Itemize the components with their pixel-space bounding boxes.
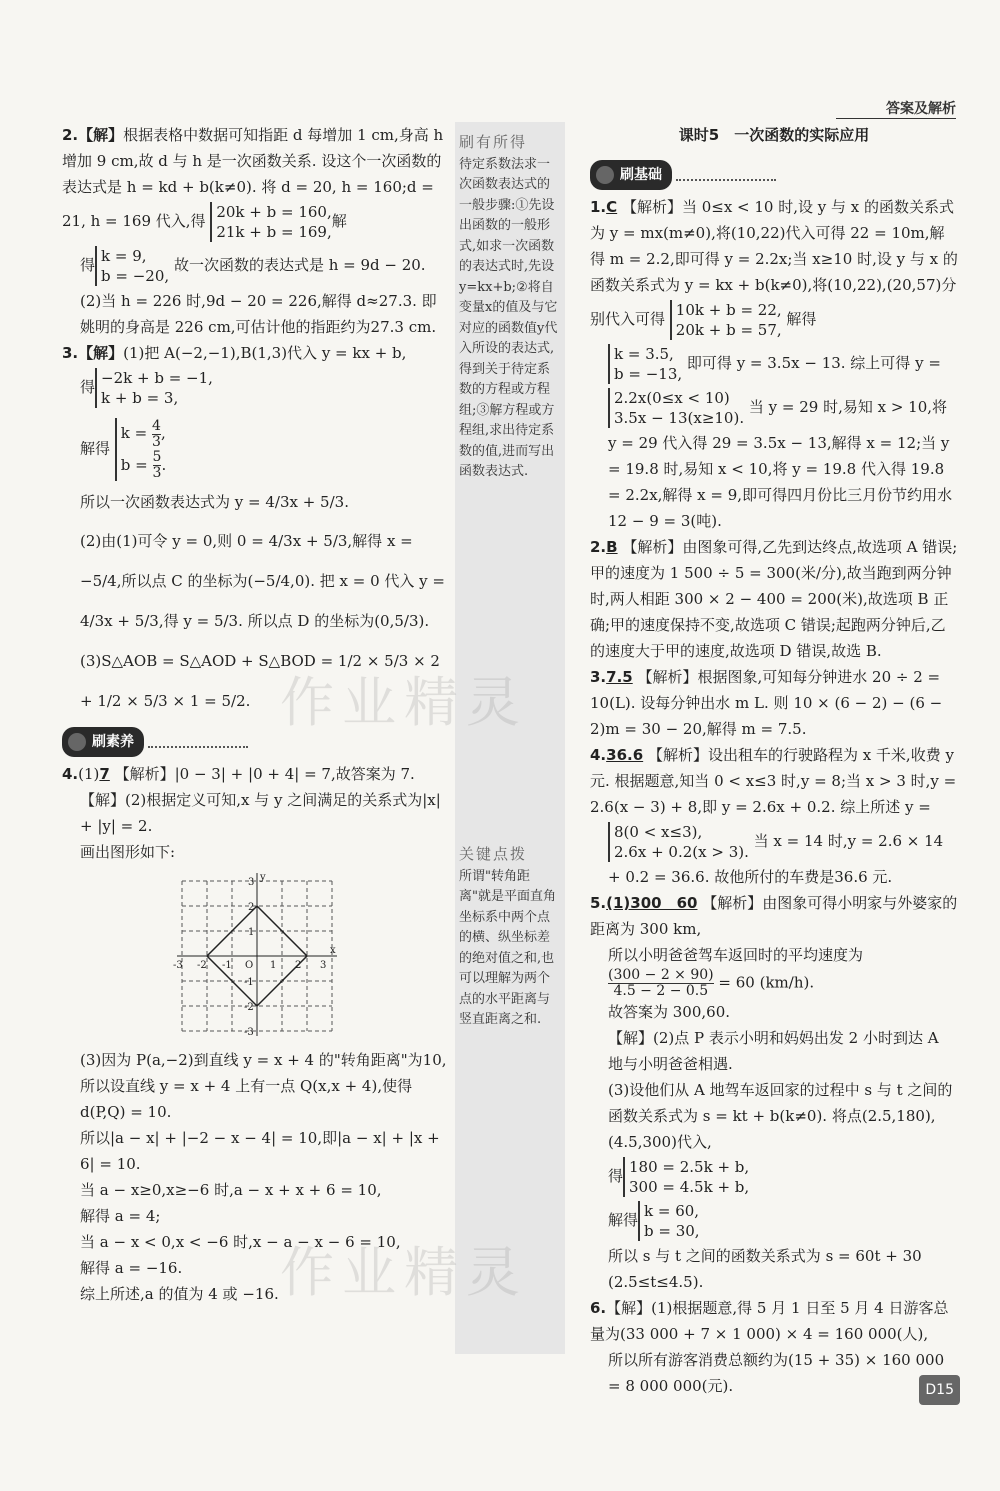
header-rule xyxy=(836,118,956,119)
fraction: $\frac{4}{3}$ xyxy=(152,417,161,450)
solution-text: 根据表格中数据可知指距 d 每增加 1 cm,身高 h 增加 9 cm,故 d 与 h 是一次函数关系. 设这个一次函数的表达式是 h = kd + b(k≠0). 将 d = 20, h = 160;d = 21, h = 169 代入,得 xyxy=(62,126,444,230)
solution-text: 画出图形如下: xyxy=(80,843,176,861)
question-number: 3. xyxy=(62,344,79,362)
book-icon xyxy=(68,733,86,751)
svg-text:-1: -1 xyxy=(222,960,232,971)
solution-text: 【解析】设出租车的行驶路程为 x 千米,收费 y 元. 根据题意,知当 0 < x≤3 时,y = 8;当 x > 3 时,y = 2.6(x − 3) + 8,即 y = 2.6x + 0.2. 综上所述 y = xyxy=(590,746,957,816)
solution-text: 解得 a = 4; xyxy=(80,1207,161,1225)
solution-text: 当 a − x≥0,x≥−6 时,a − x + x + 6 = 10, xyxy=(80,1181,382,1199)
diamond-graph xyxy=(172,871,342,1041)
solution-text: 解得 xyxy=(80,439,111,458)
page-number: D15 xyxy=(919,1375,960,1405)
equation-system: k = 3.5, b = −13, xyxy=(608,344,682,384)
solution-text: 所以设直线 y = x + 4 上有一点 Q(x,x + 4),使得 d(P,Q) = 10. xyxy=(80,1077,413,1121)
question-number: 2. xyxy=(590,538,607,556)
page-header: 答案及解析 xyxy=(886,101,956,117)
answer: B xyxy=(606,538,618,556)
equation-system: 8(0 < x≤3), 2.6x + 0.2(x > 3). xyxy=(608,822,749,862)
svg-text:2: 2 xyxy=(295,960,302,971)
svg-text:-1: -1 xyxy=(244,977,254,988)
answer: 7.5 xyxy=(606,668,633,686)
solution-text: 得 xyxy=(608,1167,624,1185)
solution-text: 解 xyxy=(331,212,347,230)
solution-text: 故一次函数的表达式是 h = 9d − 20. xyxy=(173,256,426,274)
solution-tag: 【解】 xyxy=(78,126,124,144)
svg-text:-3: -3 xyxy=(173,960,183,971)
solution-text: 解得 a = −16. xyxy=(80,1259,183,1277)
equation-system: −2k + b = −1, k + b = 3, xyxy=(95,368,213,408)
answer: (1)300 60 xyxy=(606,894,698,912)
section-badge-basics: 刷基础 xyxy=(590,160,672,190)
question-2-right xyxy=(590,534,958,664)
dotted-rule xyxy=(148,746,248,748)
question-3-right xyxy=(590,664,958,742)
section-badge-literacy: 刷素养 xyxy=(62,727,144,757)
solution-text: 所以小明爸爸驾车返回时的平均速度为 xyxy=(608,946,864,964)
solution-text: 当 a − x < 0,x < −6 时,x − a − x − 6 = 10, xyxy=(80,1233,401,1251)
equation-system: 10k + b = 22, 20k + b = 57, xyxy=(670,300,782,340)
solution-text: 故答案为 300,60. xyxy=(608,1003,731,1021)
solution-text: 【解】(2)点 P 表示小明和妈妈出发 2 小时到达 A 地与小明爸爸相遇. xyxy=(608,1029,939,1073)
svg-text:-3: -3 xyxy=(244,1027,254,1038)
question-1 xyxy=(590,194,958,534)
solution-text: 解得 xyxy=(786,310,817,328)
equation-system: 20k + b = 160, 21k + b = 169, xyxy=(210,202,331,242)
question-6-right xyxy=(590,1295,958,1399)
question-5-right xyxy=(590,890,958,1295)
side-note-method xyxy=(455,126,565,489)
right-column xyxy=(590,122,958,1399)
question-number: 4. xyxy=(590,746,607,764)
svg-text:y: y xyxy=(260,872,266,883)
question-number: 1. xyxy=(590,198,607,216)
solution-text: 所以|a − x| + |−2 − x − 4| = 10,即|a − x| + |x + 6| = 10. xyxy=(80,1129,440,1173)
fraction: $\frac{(300 - 2 \times 90)}{4.5 - 2 - 0.5}$ xyxy=(608,967,714,999)
side-note-text: 待定系数法求一次函数表达式的一般步骤:①先设出函数的一般形式,如求一次函数的表达式时,先设y=kx+b;②将自变量x的值及与它对应的函数值y代入所设的表达式,得到关于待定系数的方程或方程组;③解方程或方程组,求出待定系数的值,进而写出函数表达式. xyxy=(459,156,558,479)
solution-text: 解得 xyxy=(608,1211,639,1229)
svg-text:-2: -2 xyxy=(244,1002,254,1013)
lesson-title: 课时5 一次函数的实际应用 xyxy=(678,126,870,144)
equation-system: 180 = 2.5k + b, 300 = 4.5k + b, xyxy=(623,1157,749,1197)
solution-text: 当 y = 29 时,易知 x > 10,将 y = 29 代入得 29 = 3.5x − 13,解得 x = 12;当 y = 19.8 时,易知 x < 10,将 y = 19.8 代入得 19.8 = 2.2x,解得 x = 9,即可得四月份比三月份节约用水 12 − 9 = 3(吨). xyxy=(608,398,953,530)
svg-text:-2: -2 xyxy=(197,960,207,971)
solution-text: 【解析】由图象可得,乙先到达终点,故选项 A 错误;甲的速度为 1 500 ÷ 5 = 300(米/分),故当跑到两分钟时,两人相距 300 × 2 − 400 = 200(米),故选项 B 正确;甲的速度保持不变,故选项 C 错误;起跑两分钟后,乙的速度大于甲的速度,故选项 D 错误,故选 B. xyxy=(590,538,958,660)
solution-text: 所以 s 与 t 之间的函数关系式为 s = 60t + 30 (2.5≤t≤4.5). xyxy=(608,1247,922,1291)
solution-text: 【解析】|0 − 3| + |0 + 4| = 7,故答案为 7. xyxy=(114,765,415,783)
watermark: 作业精灵 xyxy=(280,1241,528,1304)
solution-text: 【解】(2)根据定义可知,x 与 y 之间满足的关系式为|x| + |y| = 2. xyxy=(80,791,441,835)
solution-text: (3)设他们从 A 地驾车返回家的过程中 s 与 t 之间的函数关系式为 s = kt + b(k≠0). 将点(2.5,180),(4.5,300)代入, xyxy=(608,1081,953,1151)
solution-text: (1)把 A(−2,−1),B(1,3)代入 y = kx + b, xyxy=(123,344,407,362)
svg-text:1: 1 xyxy=(248,927,255,938)
solution-text: 【解析】由图象可得小明家与外婆家的距离为 300 km, xyxy=(590,894,958,938)
solution-text: (2)当 h = 226 时,9d − 20 = 226,解得 d≈27.3. 即姚明的身高是 226 cm,可估计他的指距约为27.3 cm. xyxy=(80,292,437,336)
solution-text: 综上所述,a 的值为 4 或 −16. xyxy=(80,1285,279,1303)
side-notes xyxy=(455,126,565,1027)
solution-text: 【解析】根据图象,可知每分钟进水 20 ÷ 2 = 10(L). 设每分钟出水 m L. 则 10 × (6 − 2) − (6 − 2)m = 30 − 20,解得 m = 7.5. xyxy=(590,668,943,738)
watermark: 作业精灵 xyxy=(280,671,528,734)
solution-text: 所以一次函数表达式为 y = 4/3x + 5/3. xyxy=(80,493,349,511)
solution-text: = 60 (km/h). xyxy=(718,973,815,992)
solution-text: 所以所有游客消费总额约为(15 + 35) × 160 000 = 8 000 000(元). xyxy=(608,1351,945,1395)
svg-text:x: x xyxy=(330,945,336,956)
solution-text: (3)因为 P(a,−2)到直线 y = x + 4 的"转角距离"为10, xyxy=(80,1051,447,1069)
question-number: 5. xyxy=(590,894,607,912)
book-icon xyxy=(596,166,614,184)
answer: C xyxy=(606,198,618,216)
side-note-keypoint xyxy=(455,838,565,1037)
solution-text: 【解】(1)根据题意,得 5 月 1 日至 5 月 4 日游客总量为(33 000 + 7 × 1 000) × 4 = 160 000(人), xyxy=(590,1299,949,1343)
answer: 36.6 xyxy=(606,746,644,764)
solution-text: 得 xyxy=(80,378,96,396)
solution-text: 得 xyxy=(80,256,96,274)
answer: 7 xyxy=(99,765,110,783)
question-3 xyxy=(62,340,450,721)
solution-text: 【解析】当 0≤x < 10 时,设 y 与 x 的函数关系式为 y = mx(m≠0),将(10,22)代入可得 22 = 10m,解得 m = 2.2,即可得 y = 2.2x;当 x≥10 时,设 y 与 x 的函数关系式为 y = kx + b(k≠0),将(10,22),(20,57)分别代入可得 xyxy=(590,198,958,328)
svg-text:3: 3 xyxy=(248,877,255,888)
equation-system: k = 60, b = 30, xyxy=(638,1201,700,1241)
svg-text:O: O xyxy=(245,960,254,971)
side-note-title: 关键点拨 xyxy=(459,845,528,863)
fraction: $\frac{5}{3}$ xyxy=(152,449,162,481)
solution-text: 当 x = 14 时,y = 2.6 × 14 + 0.2 = 36.6. 故他所付的车费是36.6 元. xyxy=(608,832,944,886)
solution-text: 即可得 y = 3.5x − 13. 综上可得 y = xyxy=(686,354,941,372)
side-note-title: 刷有所得 xyxy=(459,133,528,151)
side-note-text: 所谓"转角距离"就是平面直角坐标系中两个点的横、纵坐标差的绝对值之和,也可以理解为两个点的水平距离与竖直距离之和. xyxy=(459,868,556,1027)
equation-system: 2.2x(0≤x < 10) 3.5x − 13(x≥10). xyxy=(608,388,744,428)
solution-text: (1) xyxy=(78,765,100,783)
equation-system: k = 9, b = −20, xyxy=(95,246,169,286)
dotted-rule xyxy=(676,179,776,181)
svg-text:1: 1 xyxy=(270,960,277,971)
question-4-right xyxy=(590,742,958,890)
solution-tag: 【解】 xyxy=(78,344,124,362)
svg-text:2: 2 xyxy=(248,902,255,913)
solution-text: (2)由(1)可令 y = 0,则 0 = 4/3x + 5/3,解得 x = −5/4,所以点 C 的坐标为(−5/4,0). 把 x = 0 代入 y = 4/3x + 5/3,得 y = 5/3. 所以点 D 的坐标为(0,5/3). xyxy=(80,532,445,630)
question-number: 2. xyxy=(62,126,79,144)
solution-text: (3)S△AOB = S△AOD + S△BOD = 1/2 × 5/3 × 2 + 1/2 × 5/3 × 1 = 5/2. xyxy=(80,652,440,710)
question-number: 6. xyxy=(590,1299,607,1317)
question-4 xyxy=(62,761,450,1307)
coordinate-grid-svg xyxy=(172,871,342,1041)
question-number: 4. xyxy=(62,765,79,783)
equation-system: k = $\frac{4}{3}$ , b = $\frac{5}{3}$ . xyxy=(115,418,166,481)
question-2 xyxy=(62,122,450,340)
question-number: 3. xyxy=(590,668,607,686)
svg-text:3: 3 xyxy=(320,960,327,971)
